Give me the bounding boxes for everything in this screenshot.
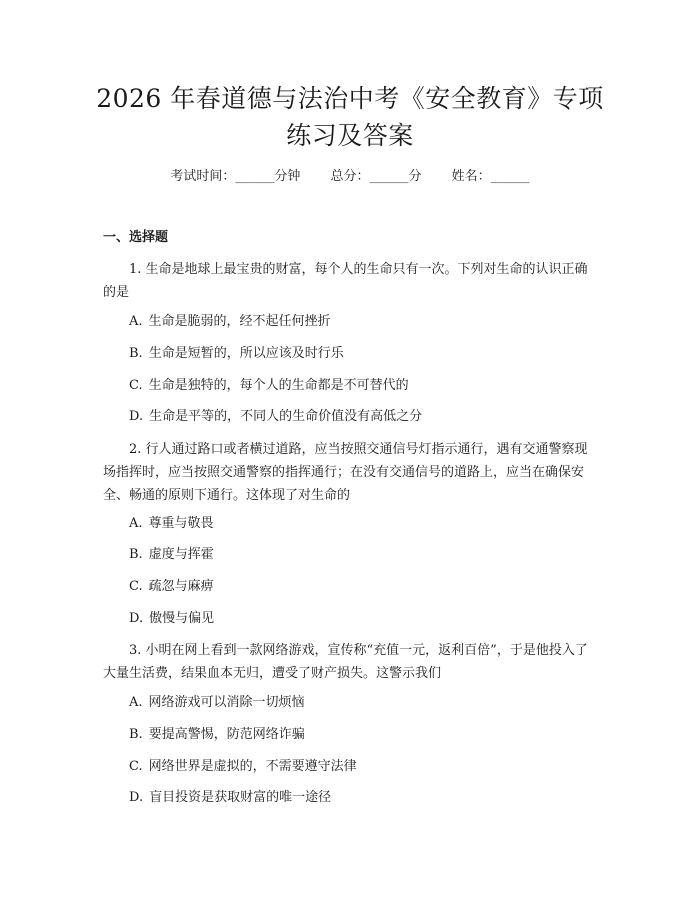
option-text: 要提高警惕，防范网络诈骗 bbox=[148, 727, 305, 742]
title-line-1: 2026 年春道德与法治中考《安全教育》专项 bbox=[96, 84, 604, 113]
option-2b bbox=[129, 546, 214, 564]
total-score-label: 总分：______分 bbox=[330, 169, 422, 184]
title-line-2: 练习及答案 bbox=[286, 121, 414, 150]
question-stem-2: 2. 行人通过路口或者横过道路，应当按照交通信号灯指示通行，遇有交通警察现场指挥时，应当按照交通警察的指挥通行；在没有交通信号的道路上，应当在确保安全、畅通的原则下通行。这体现了对生命的 bbox=[103, 442, 588, 503]
option-letter: C. bbox=[129, 378, 143, 393]
option-letter: B. bbox=[129, 547, 143, 562]
option-letter: B. bbox=[129, 727, 143, 742]
option-3c bbox=[129, 758, 357, 776]
option-text: 虚度与挥霍 bbox=[148, 547, 214, 562]
question-stem-1: 1. 生命是地球上最宝贵的财富，每个人的生命只有一次。下列对生命的认识正确的是 bbox=[103, 262, 588, 300]
option-letter: C. bbox=[129, 579, 143, 594]
option-letter: A. bbox=[129, 314, 143, 329]
option-3a bbox=[129, 694, 305, 712]
option-text: 网络世界是虚拟的，不需要遵守法律 bbox=[148, 759, 357, 774]
option-letter: D. bbox=[129, 409, 144, 424]
option-letter: A. bbox=[129, 695, 143, 710]
option-2a bbox=[129, 515, 214, 533]
option-text: 尊重与敬畏 bbox=[148, 516, 214, 531]
section-heading: 一、选择题 bbox=[103, 230, 169, 245]
option-text: 网络游戏可以消除一切烦恼 bbox=[148, 695, 305, 710]
option-letter: C. bbox=[129, 759, 143, 774]
option-letter: B. bbox=[129, 346, 143, 361]
option-1b bbox=[129, 345, 344, 363]
question-stem-3: 3. 小明在网上看到一款网络游戏，宣传称“充值一元，返利百倍”，于是他投入了大量生活费，结果血本无归，遭受了财产损失。这警示我们 bbox=[103, 643, 588, 681]
option-1a bbox=[129, 313, 331, 331]
option-text: 生命是平等的，不同人的生命价值没有高低之分 bbox=[149, 409, 423, 424]
option-2d bbox=[129, 610, 214, 628]
option-letter: D. bbox=[129, 611, 144, 626]
student-name-label: 姓名：______ bbox=[451, 169, 530, 184]
option-3b bbox=[129, 726, 305, 744]
option-1c bbox=[129, 377, 409, 395]
option-text: 生命是独特的，每个人的生命都是不可替代的 bbox=[148, 378, 409, 393]
option-text: 生命是短暂的，所以应该及时行乐 bbox=[148, 346, 344, 361]
option-3d bbox=[129, 789, 331, 807]
option-1d bbox=[129, 408, 422, 426]
option-letter: A. bbox=[129, 516, 143, 531]
option-2c bbox=[129, 578, 214, 596]
exam-meta bbox=[0, 168, 700, 186]
option-text: 疏忽与麻痹 bbox=[148, 579, 214, 594]
option-text: 傲慢与偏见 bbox=[149, 611, 215, 626]
page-title bbox=[60, 80, 640, 154]
option-text: 生命是脆弱的，经不起任何挫折 bbox=[148, 314, 331, 329]
option-letter: D. bbox=[129, 790, 144, 805]
option-text: 盲目投资是获取财富的唯一途径 bbox=[149, 790, 332, 805]
exam-time-label: 考试时间：______分钟 bbox=[170, 169, 301, 184]
